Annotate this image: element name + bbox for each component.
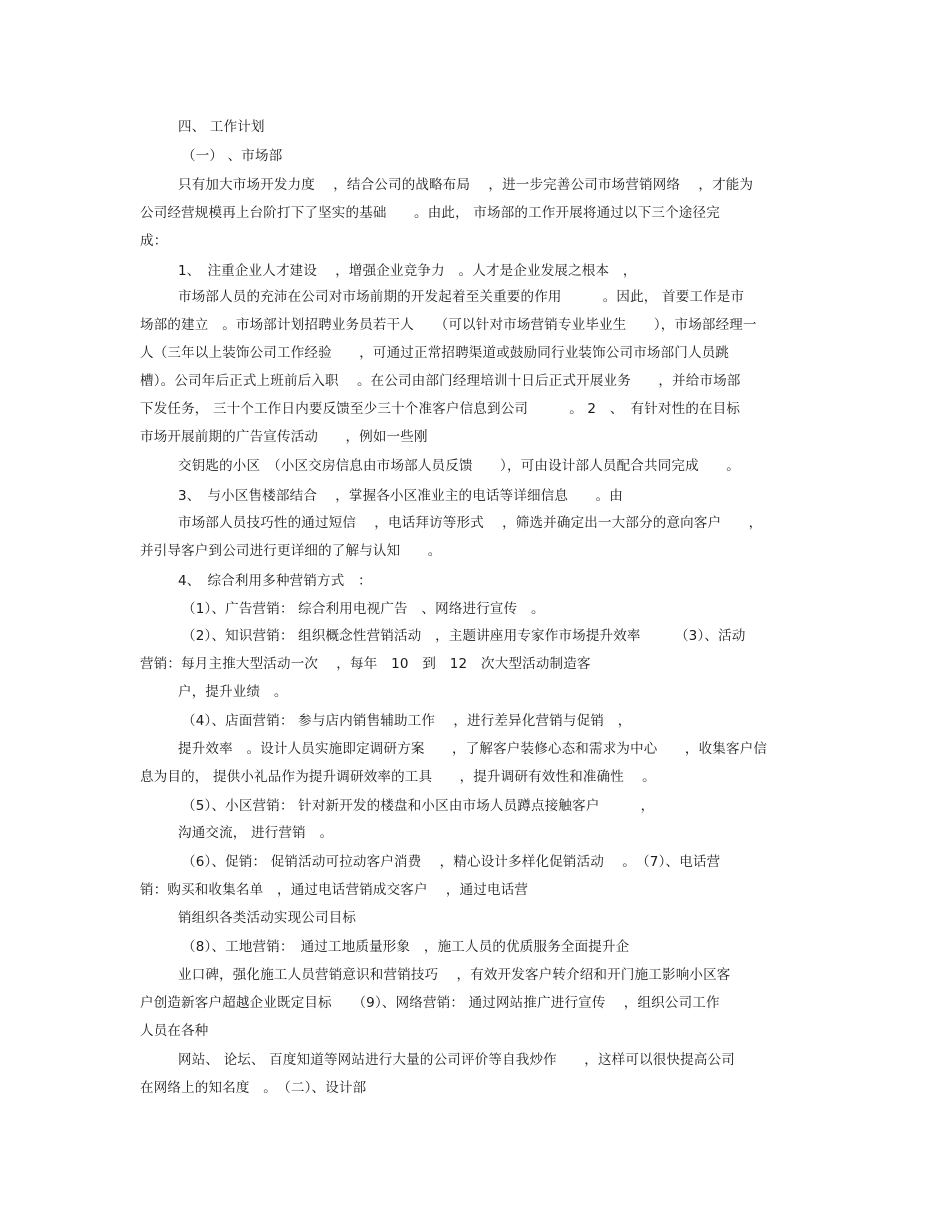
list-item: （4）、店面营销： 参与店内销售辅助工作 ，进行差异化营销与促销 ， bbox=[182, 713, 632, 729]
paragraph-line: 人（三年以上装饰公司工作经验 ，可通过正常招聘渠道或鼓励同行业装饰公司市场部门人员跳 bbox=[140, 345, 730, 361]
list-item-heading: 3、 与小区售楼部结合 ，掌握各小区准业主的电话等详细信息 。由 bbox=[178, 488, 623, 504]
list-item: （8）、工地营销： 通过工地质量形象 ，施工人员的优质服务全面提升企 bbox=[182, 939, 630, 955]
paragraph-line: 市场部人员技巧性的通过短信 ，电话拜访等形式 ，筛选并确定出一大部分的意向客户 ， bbox=[178, 515, 763, 531]
paragraph-line: 公司经营规模再上台阶打下了坚实的基础 。由此， 市场部的工作开展将通过以下三个途径完 bbox=[140, 205, 720, 221]
paragraph-line: 销组织各类活动实现公司目标 bbox=[178, 910, 357, 926]
paragraph-line: 市场开展前期的广告宣传活动 ，例如一些刚 bbox=[140, 429, 428, 445]
paragraph-line: 网站、 论坛、 百度知道等网站进行大量的公司评价等自我炒作 ，这样可以很快提高公司 bbox=[178, 1052, 735, 1068]
paragraph-line: 户创造新客户超越企业既定目标 （9）、网络营销： 通过网站推广进行宣传 ，组织公司工作 bbox=[140, 995, 720, 1011]
list-item-heading: 1、 注重企业人才建设 ，增强企业竞争力 。人才是企业发展之根本 ， bbox=[178, 263, 637, 279]
list-item: （5）、小区营销： 针对新开发的楼盘和小区由市场人员蹲点接触客户 ， bbox=[182, 798, 655, 814]
paragraph-line: 人员在各种 bbox=[140, 1023, 209, 1039]
paragraph-line: 市场部人员的充沛在公司对市场前期的开发起着至关重要的作用 。因此， 首要工作是市 bbox=[178, 289, 745, 305]
paragraph-line: 沟通交流， 进行营销 。 bbox=[178, 825, 334, 841]
paragraph-line: 提升效率 。设计人员实施即定调研方案 ，了解客户装修心态和需求为中心 ，收集客户信 bbox=[178, 741, 768, 757]
list-item: （6）、促销： 促销活动可拉动客户消费 ，精心设计多样化促销活动 。 （7）、电话营 bbox=[182, 854, 721, 870]
paragraph-line: 户，提升业绩 。 bbox=[178, 684, 288, 700]
paragraph-line: 业口碑，强化施工人员营销意识和营销技巧 ，有效开发客户转介绍和开门施工影响小区客 bbox=[178, 967, 731, 983]
paragraph-line: 下发任务， 三十个工作日内要反馈至少三十个准客户信息到公司 。 2 、 有针对性的在目标 bbox=[140, 401, 741, 417]
paragraph-line: 息为目的， 提供小礼品作为提升调研效率的工具 ，提升调研有效性和准确性 。 bbox=[140, 769, 656, 785]
paragraph-line: 营销：每月主推大型活动一次 ，每年 10 到 12 次大型活动制造客 bbox=[140, 656, 591, 672]
paragraph-line: 销：购买和收集名单 ，通过电话营销成交客户 ，通过电话营 bbox=[140, 882, 529, 898]
paragraph-line: 成： bbox=[140, 233, 168, 249]
list-item: （1）、广告营销： 综合利用电视广告 、网络进行宣传 。 bbox=[182, 601, 545, 617]
paragraph-line: 只有加大市场开发力度 ，结合公司的战略布局 ，进一步完善公司市场营销网络 ，才能为 bbox=[178, 177, 754, 193]
paragraph-line: 交钥匙的小区 （小区交房信息由市场部人员反馈 ），可由设计部人员配合共同完成 。 bbox=[178, 458, 740, 474]
list-item: （2）、知识营销： 组织概念性营销活动 ，主题讲座用专家作市场提升效率 （3）、活动 bbox=[182, 628, 746, 644]
list-item-heading: 4、 综合利用多种营销方式 ： bbox=[178, 573, 372, 589]
section-heading: 四、 工作计划 bbox=[178, 119, 265, 135]
paragraph-line: 槽）。公司年后正式上班前后入职 。在公司由部门经理培训十日后正式开展业务 ，并给市场部 bbox=[140, 373, 741, 389]
paragraph-line: 并引导客户到公司进行更详细的了解与认知 。 bbox=[140, 543, 442, 559]
paragraph-line: 场部的建立 。市场部计划招聘业务员若干人 （可以针对市场营销专业毕业生 ），市场部经理一 bbox=[140, 317, 757, 333]
paragraph-line: 在网络上的知名度 。 （二）、设计部 bbox=[140, 1080, 367, 1096]
subsection-heading: （一） 、市场部 bbox=[182, 148, 283, 164]
